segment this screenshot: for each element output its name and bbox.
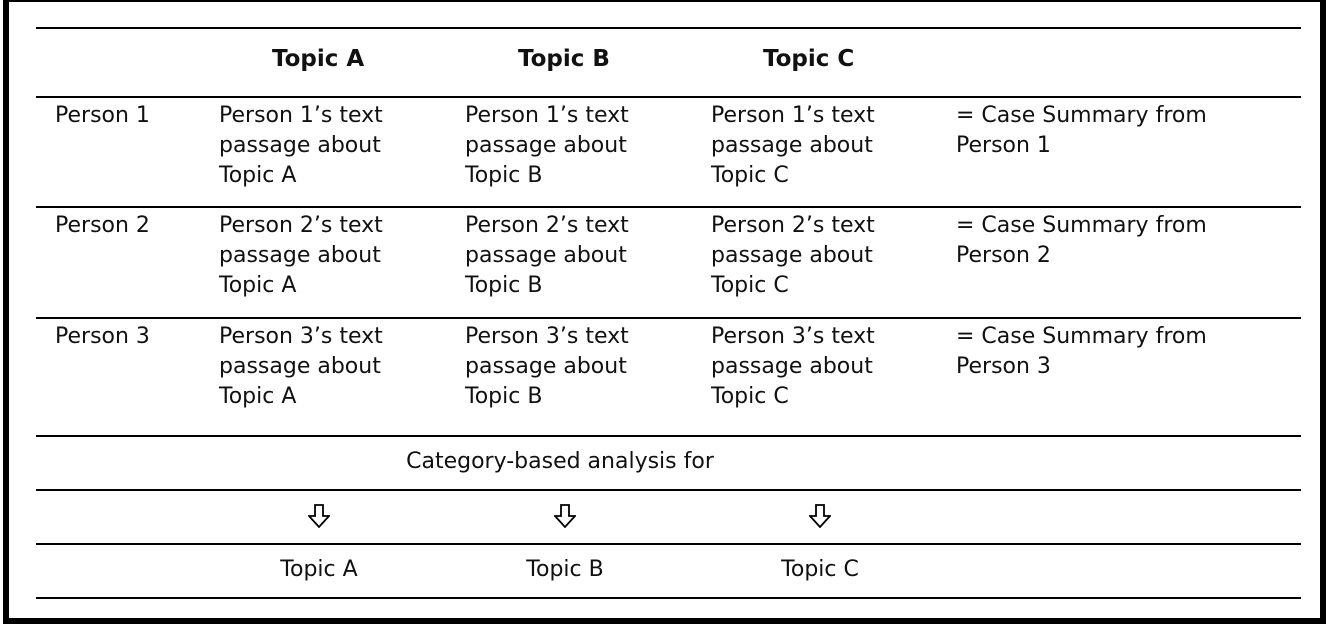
- text-passage-cell: Person 3’s text passage about Topic C: [711, 324, 875, 409]
- text-passage-cell: Person 2’s text passage about Topic B: [465, 213, 629, 298]
- case-summary-cell: = Case Summary from Person 1: [956, 103, 1207, 158]
- column-header-topic-b: Topic B: [518, 46, 610, 72]
- down-arrow-icon: [809, 504, 831, 528]
- case-summary-cell: = Case Summary from Person 2: [956, 213, 1207, 268]
- text-passage-cell: Person 1’s text passage about Topic A: [219, 103, 383, 188]
- text-passage-cell: Person 2’s text passage about Topic C: [711, 213, 875, 298]
- column-header-topic-a: Topic A: [272, 46, 365, 72]
- rule-arrows-bottom: [36, 543, 1301, 545]
- rule-row-2-bottom: [36, 317, 1301, 319]
- rule-bottom: [36, 597, 1301, 599]
- person-label: Person 1: [55, 103, 150, 128]
- result-topic-a: Topic A: [280, 557, 358, 582]
- text-passage-cell: Person 3’s text passage about Topic A: [219, 324, 383, 409]
- person-label: Person 3: [55, 324, 150, 349]
- result-topic-c: Topic C: [781, 557, 859, 582]
- text-passage-cell: Person 1’s text passage about Topic B: [465, 103, 629, 188]
- rule-row-3-bottom: [36, 435, 1301, 437]
- text-passage-cell: Person 1’s text passage about Topic C: [711, 103, 875, 188]
- rule-analysis-bottom: [36, 489, 1301, 491]
- text-passage-cell: Person 2’s text passage about Topic A: [219, 213, 383, 298]
- analysis-label: Category-based analysis for: [406, 449, 714, 474]
- down-arrow-icon: [554, 504, 576, 528]
- case-summary-cell: = Case Summary from Person 3: [956, 324, 1207, 379]
- rule-row-1-bottom: [36, 206, 1301, 208]
- person-label: Person 2: [55, 213, 150, 238]
- diagram-frame: [3, 0, 1326, 624]
- column-header-topic-c: Topic C: [763, 46, 855, 72]
- result-topic-b: Topic B: [526, 557, 604, 582]
- text-passage-cell: Person 3’s text passage about Topic B: [465, 324, 629, 409]
- rule-header-bottom: [36, 96, 1301, 98]
- rule-top: [36, 27, 1301, 29]
- down-arrow-icon: [308, 504, 330, 528]
